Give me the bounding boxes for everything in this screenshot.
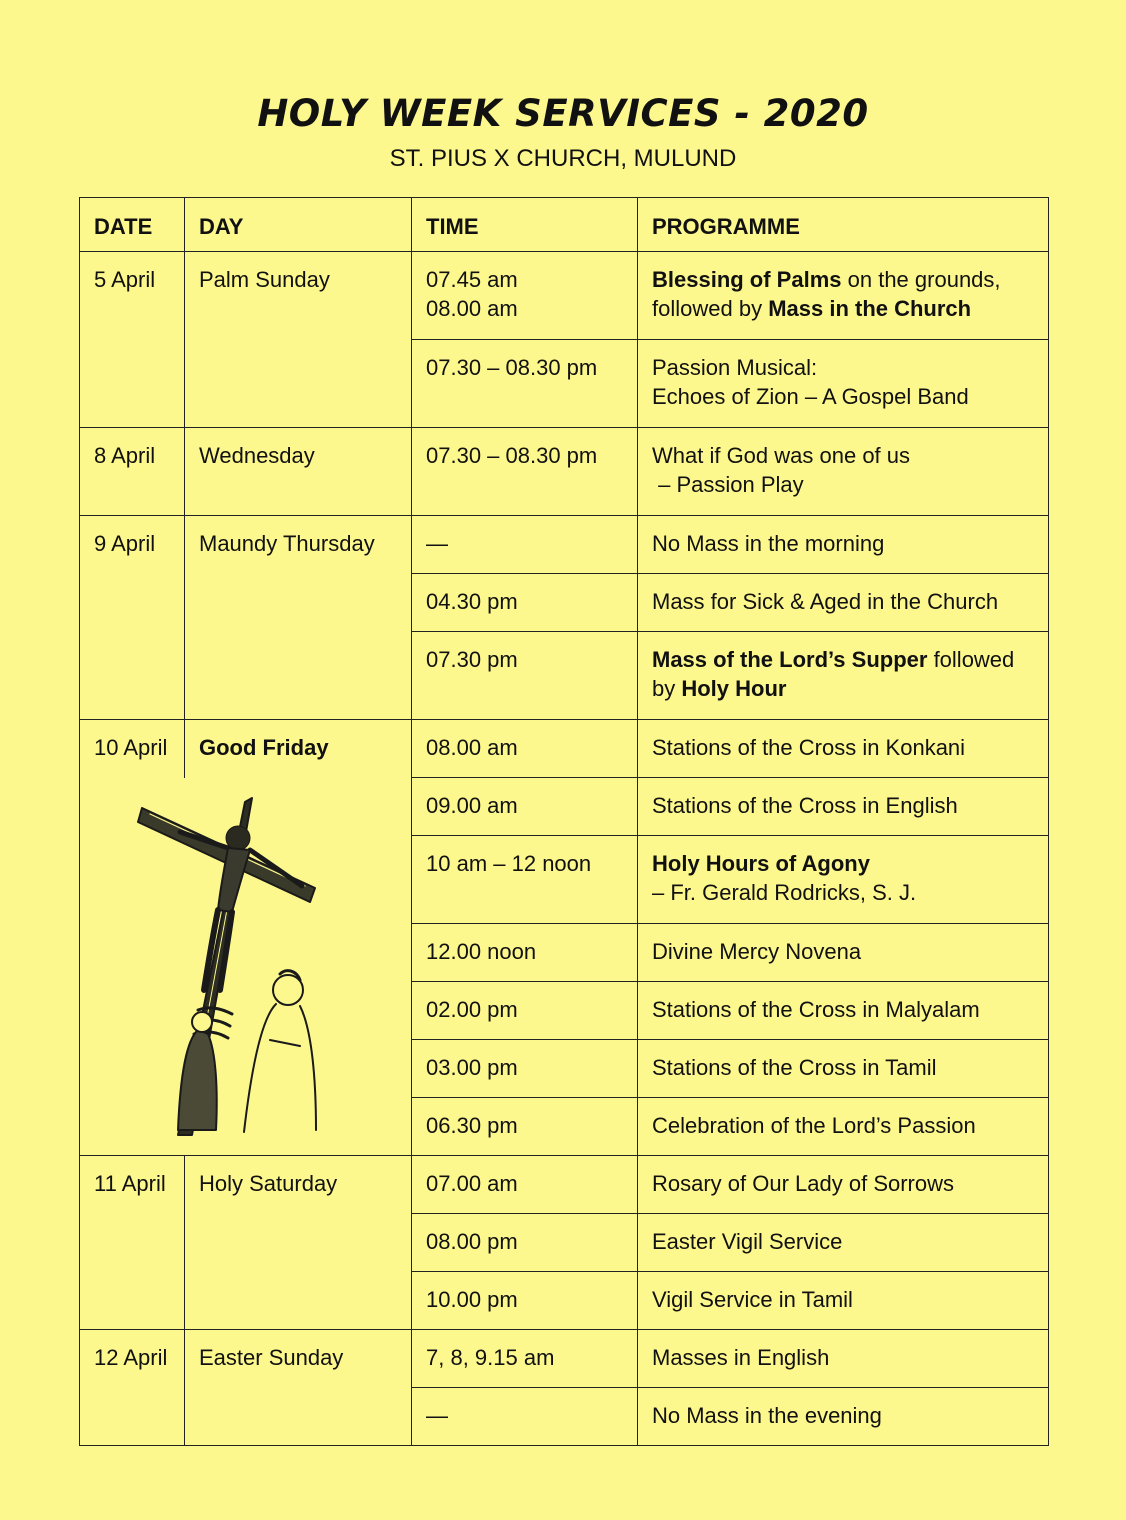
time-cell: 10.00 pm bbox=[412, 1272, 638, 1330]
date-cell: 5 April bbox=[80, 252, 185, 428]
programme-bold: Mass in the Church bbox=[768, 296, 972, 321]
schedule-table bbox=[79, 197, 1049, 1446]
programme-bold: Holy Hours of Agony bbox=[652, 851, 870, 876]
time-cell: 7, 8, 9.15 am bbox=[412, 1330, 638, 1388]
date-cell: 9 April bbox=[80, 516, 185, 720]
time-cell: 08.00 pm bbox=[412, 1214, 638, 1272]
programme-bold: Holy Hour bbox=[681, 676, 787, 701]
time-cell: 06.30 pm bbox=[412, 1098, 638, 1156]
programme-text: followed by bbox=[652, 296, 769, 321]
church-name: ST. PIUS X CHURCH, MULUND bbox=[389, 145, 737, 172]
time-cell: — bbox=[412, 516, 638, 574]
programme-cell bbox=[638, 428, 1049, 516]
time-cell: 04.30 pm bbox=[412, 574, 638, 632]
table-header-row bbox=[80, 198, 1049, 252]
programme-cell bbox=[638, 340, 1049, 428]
time-cell: 07.30 – 08.30 pm bbox=[412, 340, 638, 428]
programme-cell: Easter Vigil Service bbox=[638, 1214, 1049, 1272]
programme-cell: Stations of the Cross in Malyalam bbox=[638, 982, 1049, 1040]
programme-text: on the grounds, bbox=[841, 267, 1001, 292]
programme-cell: Stations of the Cross in English bbox=[638, 778, 1049, 836]
time-cell: 02.00 pm bbox=[412, 982, 638, 1040]
programme-text: followed bbox=[927, 647, 1015, 672]
time-cell: 07.30 pm bbox=[412, 632, 638, 720]
programme-cell bbox=[638, 252, 1049, 340]
programme-text: – Fr. Gerald Rodricks, S. J. bbox=[652, 880, 917, 905]
day-cell: Maundy Thursday bbox=[185, 516, 412, 720]
time-cell: 07.30 – 08.30 pm bbox=[412, 428, 638, 516]
day-cell: Palm Sunday bbox=[185, 252, 412, 428]
programme-text: Echoes of Zion – A Gospel Band bbox=[652, 384, 969, 409]
time-cell: 03.00 pm bbox=[412, 1040, 638, 1098]
programme-text: – Passion Play bbox=[652, 472, 804, 497]
programme-bold: Blessing of Palms bbox=[652, 267, 842, 292]
programme-cell: No Mass in the morning bbox=[638, 516, 1049, 574]
table-row bbox=[80, 1330, 1049, 1388]
time-cell bbox=[412, 252, 638, 340]
programme-cell bbox=[638, 632, 1049, 720]
day-cell: Wednesday bbox=[185, 428, 412, 516]
programme-cell: Stations of the Cross in Konkani bbox=[638, 720, 1049, 778]
header-date: DATE bbox=[80, 198, 185, 252]
day-cell: Easter Sunday bbox=[185, 1330, 412, 1446]
time-cell: — bbox=[412, 1388, 638, 1446]
programme-text: by bbox=[652, 676, 682, 701]
table-row bbox=[80, 516, 1049, 574]
date-cell: 10 April bbox=[94, 735, 168, 760]
table-row bbox=[80, 720, 1049, 778]
table-row bbox=[80, 428, 1049, 516]
date-cell: 12 April bbox=[80, 1330, 185, 1446]
header-time: TIME bbox=[412, 198, 638, 252]
programme-text: What if God was one of us bbox=[652, 443, 911, 468]
programme-cell: Masses in English bbox=[638, 1330, 1049, 1388]
date-cell: 11 April bbox=[80, 1156, 185, 1330]
time-cell: 08.00 am bbox=[412, 720, 638, 778]
day-cell: Holy Saturday bbox=[185, 1156, 412, 1330]
time-text: 08.00 am bbox=[426, 296, 518, 321]
programme-cell: No Mass in the evening bbox=[638, 1388, 1049, 1446]
header-day: DAY bbox=[185, 198, 412, 252]
time-cell: 12.00 noon bbox=[412, 924, 638, 982]
time-cell: 09.00 am bbox=[412, 778, 638, 836]
table-row bbox=[80, 1156, 1049, 1214]
table-row bbox=[80, 252, 1049, 340]
programme-cell bbox=[638, 836, 1049, 924]
time-cell: 10 am – 12 noon bbox=[412, 836, 638, 924]
programme-cell: Rosary of Our Lady of Sorrows bbox=[638, 1156, 1049, 1214]
programme-cell: Celebration of the Lord’s Passion bbox=[638, 1098, 1049, 1156]
time-cell: 07.00 am bbox=[412, 1156, 638, 1214]
programme-cell: Stations of the Cross in Tamil bbox=[638, 1040, 1049, 1098]
crucifixion-illustration bbox=[120, 790, 330, 1140]
programme-cell: Vigil Service in Tamil bbox=[638, 1272, 1049, 1330]
programme-cell: Divine Mercy Novena bbox=[638, 924, 1049, 982]
date-cell: 8 April bbox=[80, 428, 185, 516]
time-text: 07.45 am bbox=[426, 267, 518, 292]
day-cell: Good Friday bbox=[199, 735, 329, 760]
programme-text: Passion Musical: bbox=[652, 355, 818, 380]
programme-bold: Mass of the Lord’s Supper bbox=[652, 647, 928, 672]
good-friday-cell bbox=[80, 720, 412, 1156]
page-title: HOLY WEEK SERVICES - 2020 bbox=[257, 92, 869, 135]
header-programme: PROGRAMME bbox=[638, 198, 1049, 252]
programme-cell: Mass for Sick & Aged in the Church bbox=[638, 574, 1049, 632]
